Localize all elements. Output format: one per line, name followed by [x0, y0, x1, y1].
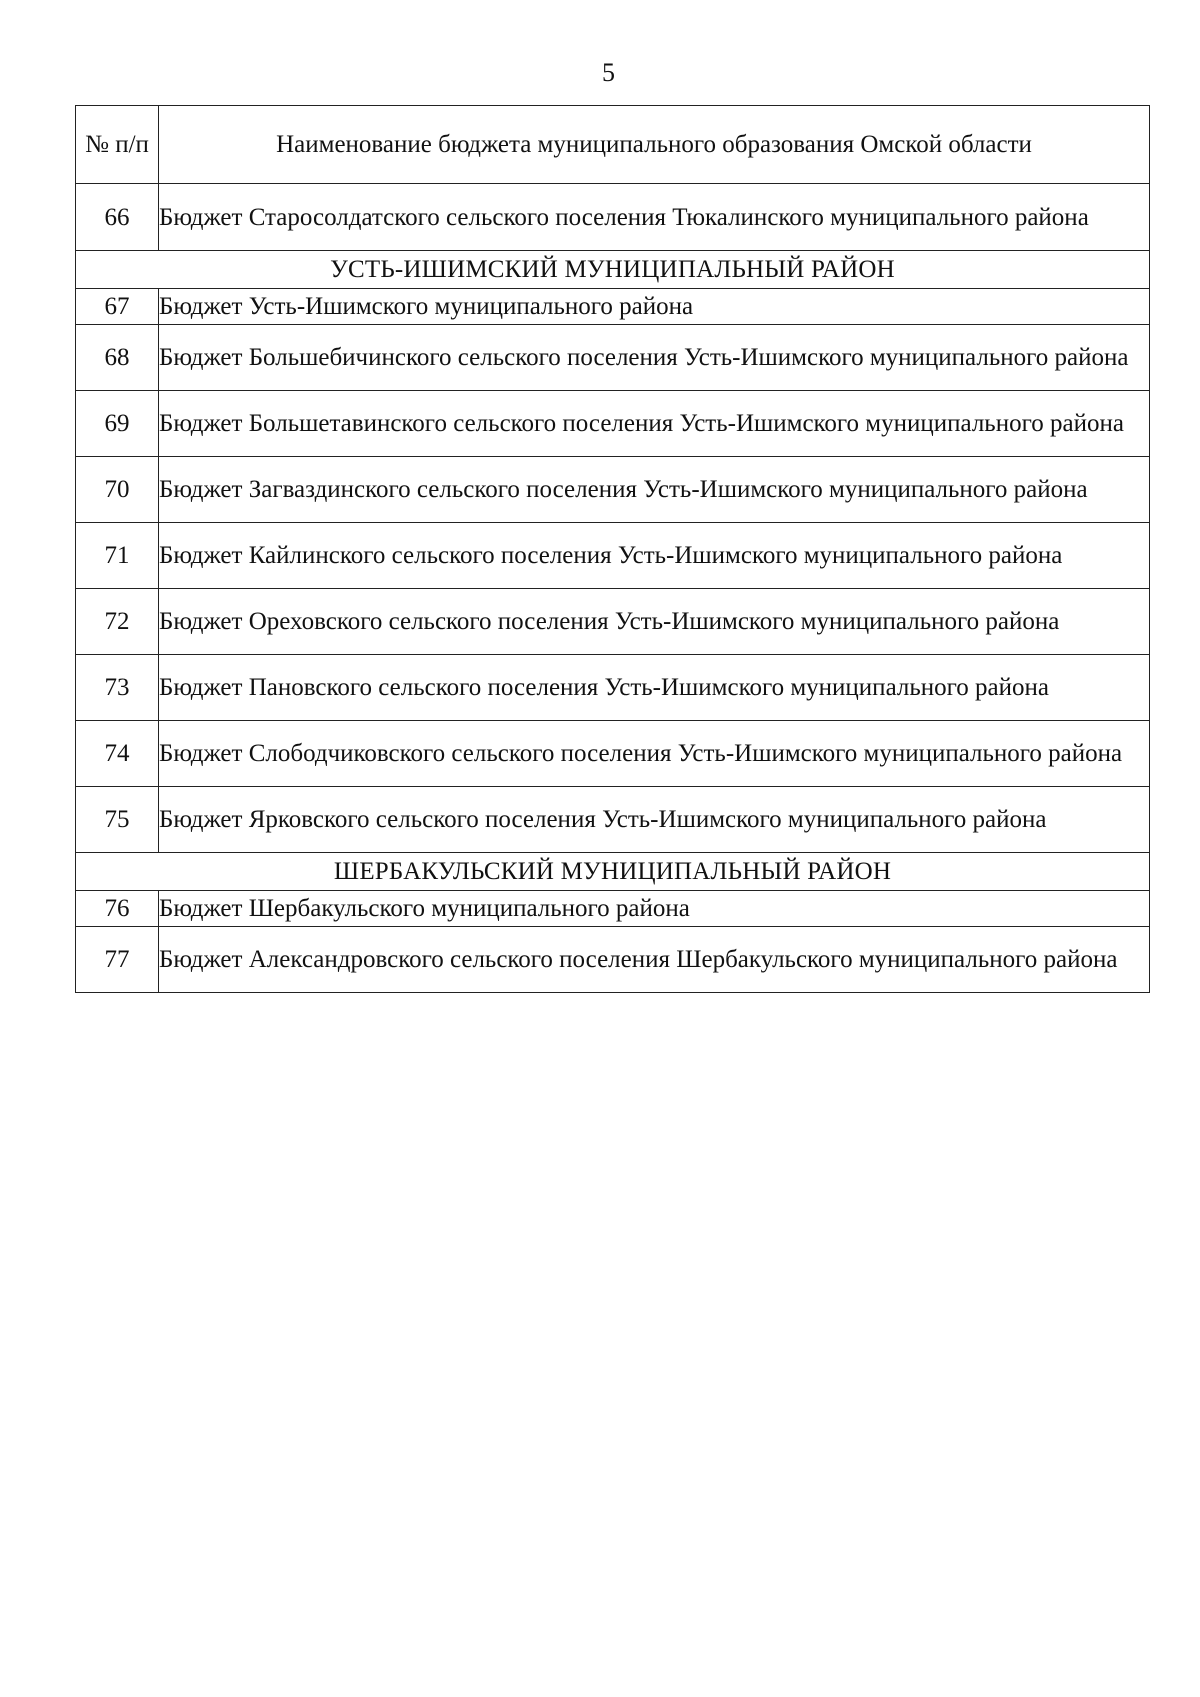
budget-name: Бюджет Большетавинского сельского поселения Усть-Ишимского муниципального района — [159, 391, 1150, 457]
budget-name: Бюджет Шербакульского муниципального района — [159, 891, 1150, 927]
row-number: 77 — [76, 927, 159, 993]
section-row — [76, 251, 1150, 289]
row-number: 69 — [76, 391, 159, 457]
table-row — [76, 721, 1150, 787]
section-title: УСТЬ-ИШИМСКИЙ МУНИЦИПАЛЬНЫЙ РАЙОН — [76, 251, 1150, 289]
budget-name: Бюджет Большебичинского сельского поселения Усть-Ишимского муниципального района — [159, 325, 1150, 391]
budget-name: Бюджет Старосолдатского сельского поселения Тюкалинского муниципального района — [159, 184, 1150, 251]
section-row — [76, 853, 1150, 891]
row-number: 75 — [76, 787, 159, 853]
table-row — [76, 325, 1150, 391]
table-row — [76, 787, 1150, 853]
budget-name: Бюджет Ярковского сельского поселения Усть-Ишимского муниципального района — [159, 787, 1150, 853]
budget-name: Бюджет Ореховского сельского поселения Усть-Ишимского муниципального района — [159, 589, 1150, 655]
budget-name: Бюджет Пановского сельского поселения Усть-Ишимского муниципального района — [159, 655, 1150, 721]
table-row — [76, 891, 1150, 927]
table-row — [76, 927, 1150, 993]
table-row — [76, 655, 1150, 721]
table-row — [76, 289, 1150, 325]
row-number: 68 — [76, 325, 159, 391]
budget-name: Бюджет Усть-Ишимского муниципального района — [159, 289, 1150, 325]
header-name: Наименование бюджета муниципального образования Омской области — [159, 106, 1150, 184]
row-number: 72 — [76, 589, 159, 655]
budget-name: Бюджет Загваздинского сельского поселения Усть-Ишимского муниципального района — [159, 457, 1150, 523]
row-number: 70 — [76, 457, 159, 523]
table-body — [76, 184, 1150, 993]
row-number: 76 — [76, 891, 159, 927]
table-row — [76, 391, 1150, 457]
table-header — [76, 106, 1150, 184]
table-row — [76, 523, 1150, 589]
budget-table — [75, 105, 1150, 993]
row-number: 67 — [76, 289, 159, 325]
header-number: № п/п — [76, 106, 159, 184]
table-row — [76, 184, 1150, 251]
page-number: 5 — [602, 58, 615, 87]
row-number: 73 — [76, 655, 159, 721]
row-number: 74 — [76, 721, 159, 787]
table-row — [76, 457, 1150, 523]
budget-name: Бюджет Александровского сельского поселения Шербакульского муниципального района — [159, 927, 1150, 993]
row-number: 71 — [76, 523, 159, 589]
budget-name: Бюджет Слободчиковского сельского поселения Усть-Ишимского муниципального района — [159, 721, 1150, 787]
section-title: ШЕРБАКУЛЬСКИЙ МУНИЦИПАЛЬНЫЙ РАЙОН — [76, 853, 1150, 891]
budget-name: Бюджет Кайлинского сельского поселения Усть-Ишимского муниципального района — [159, 523, 1150, 589]
row-number: 66 — [76, 184, 159, 251]
table-row — [76, 589, 1150, 655]
